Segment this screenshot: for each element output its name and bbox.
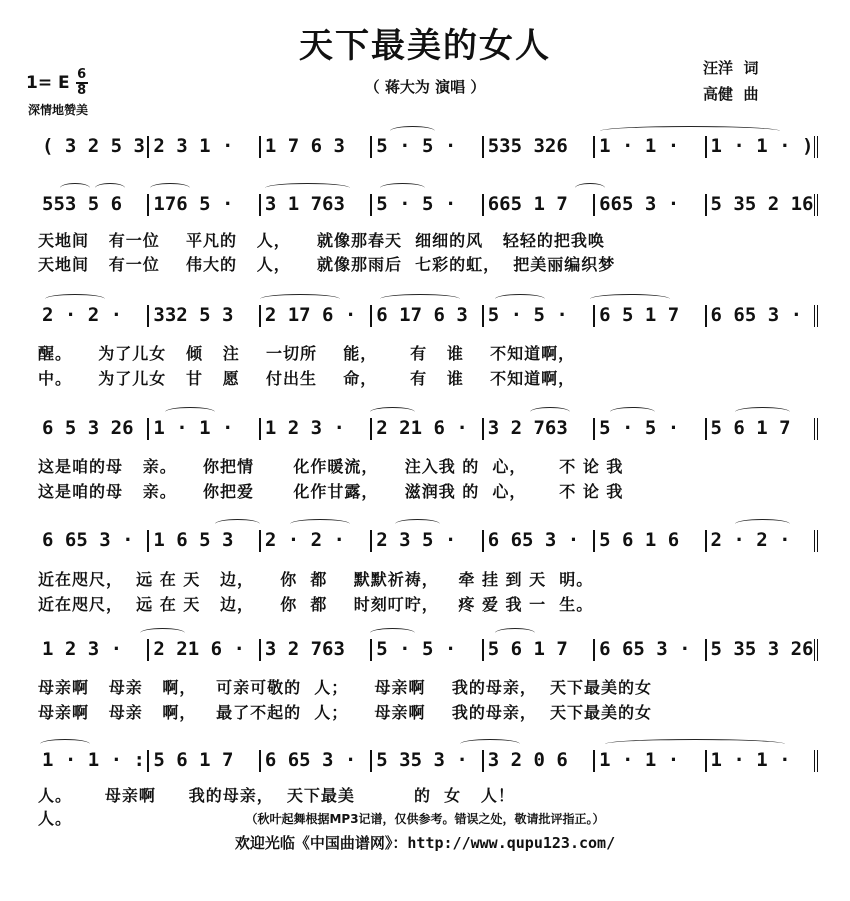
measure: 1 2 3 ·: [261, 417, 372, 439]
measure: 2 · 2 ·: [38, 304, 149, 326]
lyrics-verse-2: 这是咱的母 亲。 你把爱 化作甘露， 滋润我 的 心， 不 论 我: [38, 482, 624, 501]
slur: [60, 183, 90, 193]
measure: 3 1 763: [261, 193, 372, 215]
measure: 5 · 5 ·: [595, 417, 706, 439]
measure: 6 65 3 ·: [261, 749, 372, 771]
slur: [150, 183, 190, 193]
measure: 6 65 3 ·: [484, 529, 595, 551]
notation-row-6: [38, 637, 818, 661]
measure: 6 17 6 3: [372, 304, 483, 326]
measure: 5 6 1 7: [484, 638, 595, 660]
measure: 5 35 2 16: [707, 193, 818, 215]
slur: [370, 407, 415, 417]
time-bottom: 8: [77, 83, 87, 98]
slur: [265, 183, 350, 193]
slur: [260, 294, 340, 304]
measure: 1 · 1 ·: [149, 417, 260, 439]
slur: [380, 294, 460, 304]
measure: 6 65 3 ·: [707, 304, 818, 326]
slur: [735, 519, 790, 529]
measure: 665 1 7: [484, 193, 595, 215]
notation-row-3: [38, 303, 818, 327]
site-welcome: 欢迎光临《中国曲谱网》：http://www.qupu123.com/: [234, 834, 616, 852]
slur: [395, 519, 440, 529]
measure: 5 · 5 ·: [484, 304, 595, 326]
slur: [530, 407, 570, 417]
lyrics-verse-1: 近在咫尺， 远 在 天 边， 你 都 默默祈祷， 牵 挂 到 天 明。: [38, 570, 594, 589]
measure: 6 5 1 7: [595, 304, 706, 326]
key-signature: [26, 68, 88, 98]
slur: [735, 407, 790, 417]
measure: 1 2 3 ·: [38, 638, 149, 660]
slur: [605, 739, 785, 749]
measure: 3 2 763: [261, 638, 372, 660]
lyrics-verse-1: 人。 母亲啊 我的母亲， 天下最美 的 女 人！: [38, 786, 515, 805]
measure: 2 3 1 ·: [149, 135, 260, 157]
measure: 1 · 1 · :: [38, 749, 149, 771]
slur: [590, 294, 670, 304]
key-label: 1= E: [26, 73, 70, 93]
measure: 2 · 2 ·: [261, 529, 372, 551]
slur: [575, 183, 605, 193]
lyrics-verse-1: 母亲啊 母亲 啊， 可亲可敬的 人； 母亲啊 我的母亲， 天下最美的女: [38, 678, 652, 697]
lyrics-verse-2: 母亲啊 母亲 啊， 最了不起的 人； 母亲啊 我的母亲， 天下最美的女: [38, 703, 652, 722]
song-title: 天下最美的女人: [299, 26, 551, 66]
notation-row-7: [38, 748, 818, 772]
slur: [95, 183, 125, 193]
measure: 5 · 5 ·: [372, 135, 483, 157]
measure: 2 21 6 ·: [149, 638, 260, 660]
measure: 3 2 763: [484, 417, 595, 439]
lyrics-verse-2: 中。 为了儿女 甘 愿 付出生 命， 有 谁 不知道啊，: [38, 369, 576, 388]
notation-row-5: [38, 528, 818, 552]
slur: [290, 519, 350, 529]
lyrics-verse-1: 天地间 有一位 平凡的 人， 就像那春天 细细的风 轻轻的把我唤: [38, 231, 605, 250]
measure: 332 5 3: [149, 304, 260, 326]
slur: [600, 126, 780, 136]
measure: 5 6 1 6: [595, 529, 706, 551]
measure: 3 2 0 6: [484, 749, 595, 771]
measure: 6 65 3 ·: [38, 529, 149, 551]
measure: 5 · 5 ·: [372, 638, 483, 660]
slur: [495, 628, 535, 638]
measure: 2 3 5 ·: [372, 529, 483, 551]
credits: [703, 55, 758, 107]
measure: 5 35 3 26: [707, 638, 818, 660]
measure: 1 · 1 ·: [595, 135, 706, 157]
slur: [215, 519, 260, 529]
slur: [390, 126, 435, 136]
singer-line: （ 蒋大为 演唱 ）: [364, 78, 486, 96]
measure: 535 326: [484, 135, 595, 157]
lyrics-verse-1: 醒。 为了儿女 倾 注 一切所 能， 有 谁 不知道啊，: [38, 344, 576, 363]
measure: 5 · 5 ·: [372, 193, 483, 215]
slur: [165, 407, 215, 417]
notation-row-1: [38, 134, 818, 158]
measure: 553 5 6: [38, 193, 149, 215]
lyrics-verse-1: 这是咱的母 亲。 你把情 化作暖流， 注入我 的 心， 不 论 我: [38, 457, 624, 476]
slur: [610, 407, 655, 417]
measure: 6 5 3 26: [38, 417, 149, 439]
measure: 6 65 3 ·: [595, 638, 706, 660]
slur: [40, 739, 90, 749]
measure: 5 6 1 7: [707, 417, 818, 439]
notation-row-2: [38, 192, 818, 216]
expression-mark: 深情地赞美: [28, 103, 89, 117]
slur: [140, 628, 185, 638]
slur: [370, 628, 415, 638]
notation-row-4: [38, 416, 818, 440]
measure: 1 · 1 ·: [595, 749, 706, 771]
measure: 5 35 3 ·: [372, 749, 483, 771]
measure: 176 5 ·: [149, 193, 260, 215]
time-signature: [76, 68, 88, 98]
measure: 5 6 1 7: [149, 749, 260, 771]
composer: 高健 曲: [703, 85, 759, 103]
measure: 1 6 5 3: [149, 529, 260, 551]
measure: 2 17 6 ·: [261, 304, 372, 326]
lyrics-verse-2: 天地间 有一位 伟大的 人， 就像那雨后 七彩的虹， 把美丽编织梦: [38, 255, 616, 274]
measure: 1 · 1 ·: [707, 749, 818, 771]
lyrics-verse-2: 人。: [38, 809, 73, 828]
measure: 2 · 2 ·: [707, 529, 818, 551]
lyrics-verse-2: 近在咫尺， 远 在 天 边， 你 都 时刻叮咛， 疼 爱 我 一 生。: [38, 595, 594, 614]
measure: 1 · 1 · ): [707, 135, 818, 157]
time-top: 6: [77, 67, 87, 82]
measure: ( 3 2 5 3: [38, 135, 149, 157]
slur: [380, 183, 425, 193]
transcription-note: （秋叶起舞根据MP3记谱，仅供参考。错误之处，敬请批评指正。）: [245, 812, 605, 826]
measure: 665 3 ·: [595, 193, 706, 215]
slur: [45, 294, 105, 304]
measure: 1 7 6 3: [261, 135, 372, 157]
measure: 2 21 6 ·: [372, 417, 483, 439]
slur: [460, 739, 520, 749]
lyricist: 汪洋 词: [703, 59, 759, 77]
slur: [495, 294, 545, 304]
